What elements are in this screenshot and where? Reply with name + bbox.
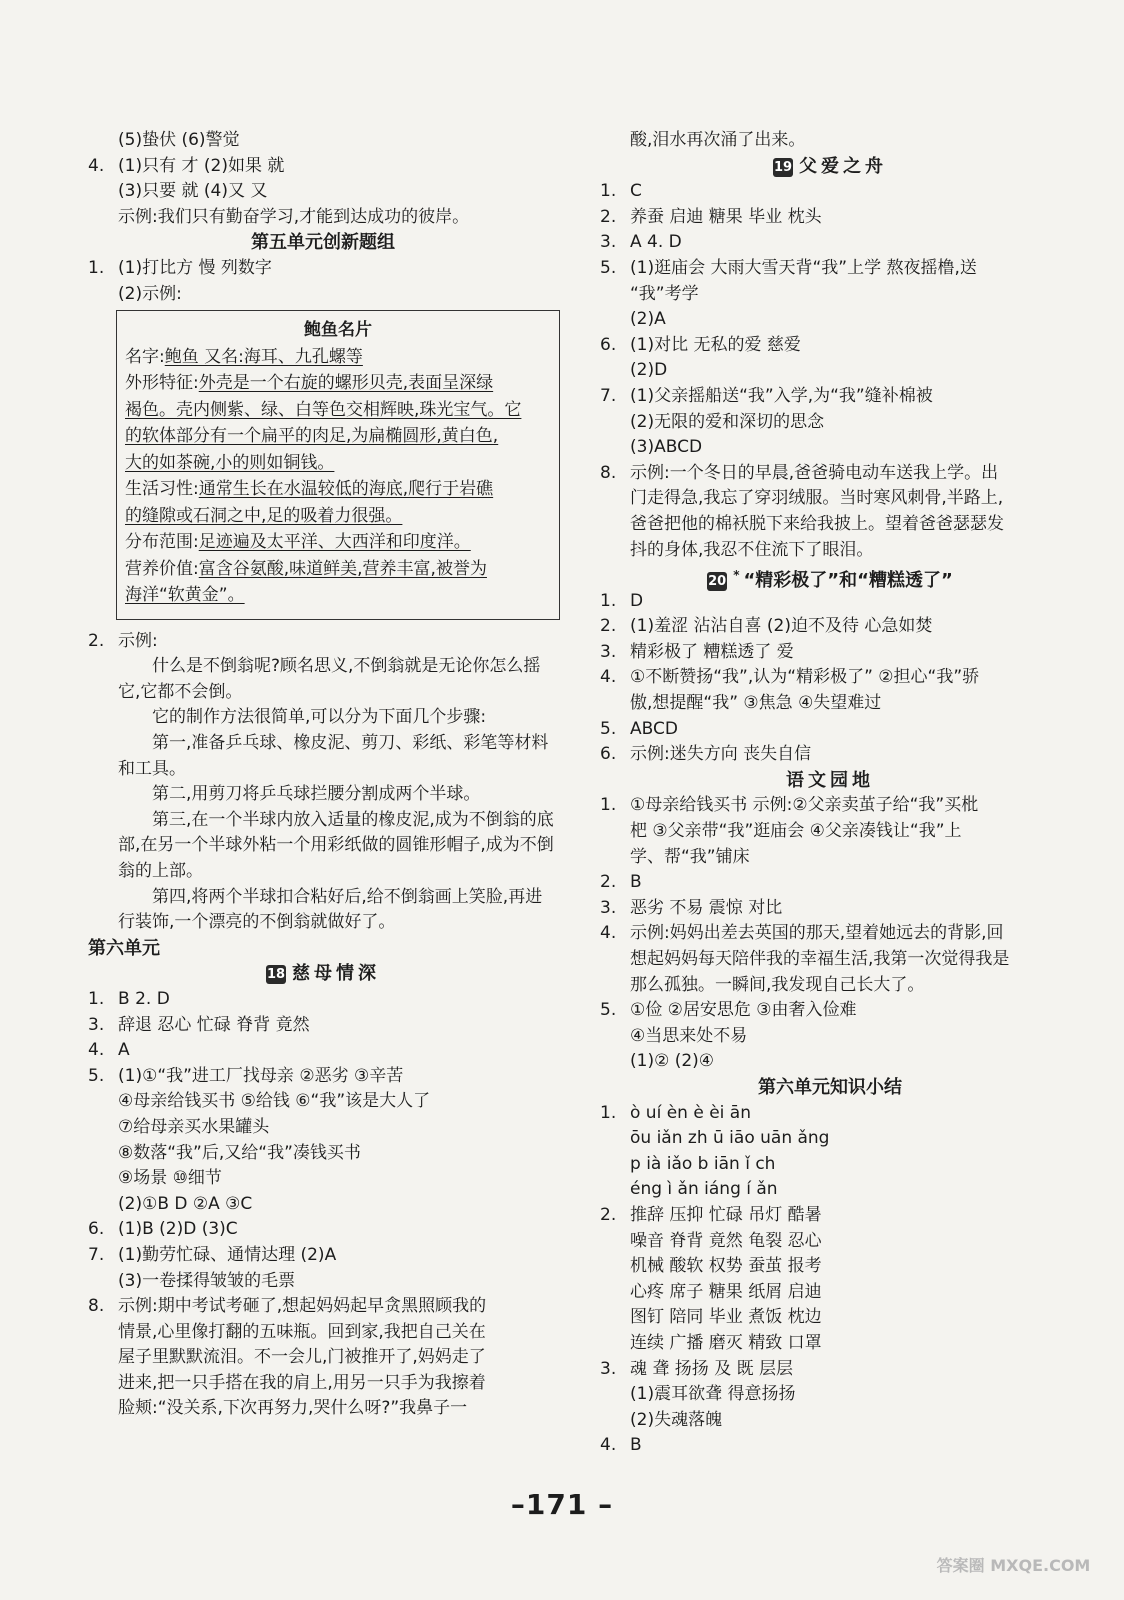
answer-line <box>600 1024 1060 1050</box>
answer-line <box>600 793 1060 819</box>
card-value: 通常生长在水温较低的海底,爬行于岩礁 <box>198 479 494 500</box>
answer-line <box>88 1320 558 1346</box>
lesson-title: “精彩极了”和“糟糕透了” <box>743 570 953 592</box>
line-text: 示例: <box>118 630 158 651</box>
optional-star: * <box>733 568 740 583</box>
line-text: 连续 广播 磨灭 精致 口罩 <box>630 1332 822 1353</box>
answer-line <box>600 998 1060 1024</box>
card-label: 名字: <box>125 346 165 367</box>
answer-line <box>88 154 558 180</box>
answer-line <box>600 128 1060 154</box>
section-heading: 第五单元创新题组 <box>251 232 395 254</box>
card-label: 分布范围: <box>125 532 199 553</box>
page-number: –171 – <box>510 1488 614 1521</box>
answer-line <box>600 691 1060 717</box>
line-text: 推辞 压抑 忙碌 吊灯 酷暑 <box>630 1204 822 1225</box>
line-text: 杷 ③父亲带“我”逛庙会 ④父亲凑钱让“我”上 <box>630 821 962 842</box>
answer-line <box>600 819 1060 845</box>
item-number: 2. <box>600 206 617 227</box>
line-text: 那么孤独。一瞬间,我发现自己长大了。 <box>630 974 925 995</box>
answer-line <box>600 589 1060 615</box>
line-text: D <box>630 590 644 611</box>
item-number: 1. <box>600 795 617 816</box>
essay-paragraph: 第四,将两个半球扣合粘好后,给不倒翁画上笑脸,再进行装饰,一个漂亮的不倒翁就做好了。 <box>118 886 543 933</box>
line-text: (1)①“我”进工厂找母亲 ②恶劣 ③辛苦 <box>118 1065 404 1086</box>
line-text: ⑧数落“我”后,又给“我”凑钱买书 <box>118 1142 361 1163</box>
card-label: 营养价值: <box>125 558 199 579</box>
card-line <box>125 370 551 397</box>
answer-line <box>600 1152 1060 1178</box>
card-title: 鲍鱼名片 <box>304 320 372 341</box>
answer-line <box>88 1166 558 1192</box>
line-text: (2)①B D ②A ③C <box>118 1193 253 1214</box>
line-text: 魂 聋 扬扬 及 既 层层 <box>630 1358 794 1379</box>
lesson-heading <box>600 563 1060 592</box>
answer-line <box>600 179 1060 205</box>
line-text: (1)震耳欲聋 得意扬扬 <box>630 1384 796 1405</box>
answer-line <box>600 307 1060 333</box>
line-text: (5)蛰伏 (6)警觉 <box>118 130 240 150</box>
answer-line <box>600 1101 1060 1127</box>
answer-line <box>600 205 1060 231</box>
line-text: ④当思来处不易 <box>630 1025 748 1046</box>
item-number: 4. <box>88 155 105 176</box>
item-number: 2. <box>600 616 617 637</box>
answer-line <box>600 640 1060 666</box>
line-text: ⑨场景 ⑩细节 <box>118 1168 222 1189</box>
abalone-card <box>116 310 560 620</box>
line-text: 心疼 席子 糖果 纸屑 启迪 <box>630 1281 822 1302</box>
line-text: (1)B (2)D (3)C <box>118 1219 238 1240</box>
line-text: B <box>630 872 642 893</box>
line-text: ōu iǎn zh ū iāo uān ǎng <box>630 1128 830 1149</box>
answer-line <box>600 1357 1060 1383</box>
lesson-number-badge: 18 <box>266 967 286 983</box>
lesson-number-badge: 19 <box>773 159 793 175</box>
card-label: 生活习性: <box>125 479 199 500</box>
essay-paragraph: 第二,用剪刀将乒乓球拦腰分割成两个半球。 <box>152 784 481 805</box>
item-number: 7. <box>88 1244 105 1265</box>
answer-line <box>600 947 1060 973</box>
card-value: 大的如茶碗,小的则如铜钱。 <box>125 452 335 473</box>
right-column <box>600 128 1060 1459</box>
line-text: 抖的身体,我忍不住流下了眼泪。 <box>630 539 874 560</box>
answer-line <box>600 665 1060 691</box>
answer-line <box>600 358 1060 384</box>
answer-line <box>88 987 558 1013</box>
answer-line <box>600 435 1060 461</box>
answer-line <box>88 128 558 154</box>
card-line <box>125 529 551 556</box>
answer-line <box>600 1049 1060 1075</box>
line-text: A <box>118 1040 130 1061</box>
line-text: C <box>630 181 642 202</box>
line-text: 酸,泪水再次涌了出来。 <box>630 130 806 150</box>
line-text: (1)对比 无私的爱 慈爱 <box>630 334 801 355</box>
line-text: ①不断赞扬“我”,认为“精彩极了” ②担心“我”骄 <box>630 667 980 688</box>
line-text: 脸颊:“没关系,下次再努力,哭什么呀?”我鼻子一 <box>118 1398 468 1419</box>
answer-line <box>600 870 1060 896</box>
line-text: (2)失魂落魄 <box>630 1409 723 1430</box>
line-text: A 4. D <box>630 232 682 253</box>
essay-paragraph: 第三,在一个半球内放入适量的橡皮泥,成为不倒翁的底部,在另一个半球外粘一个用彩纸做的圆锥形帽子,成为不倒翁的上部。 <box>118 809 554 881</box>
item-number: 4. <box>600 667 617 688</box>
answer-line <box>600 384 1060 410</box>
line-text: 门走得急,我忘了穿羽绒服。当时寒风刺骨,半路上, <box>630 488 1004 509</box>
answer-line <box>600 1126 1060 1152</box>
line-text: 辞退 忍心 忙碌 脊背 竟然 <box>118 1014 310 1035</box>
line-text: (3)ABCD <box>630 437 703 458</box>
item-number: 3. <box>600 1358 617 1379</box>
line-text: B <box>630 1435 642 1456</box>
line-text: (1)勤劳忙碌、通情达理 (2)A <box>118 1244 337 1265</box>
line-text: 情景,心里像打翻的五味瓶。回到家,我把自己关在 <box>118 1321 486 1342</box>
lesson-heading <box>600 154 1060 180</box>
answer-line <box>600 230 1060 256</box>
item-number: 8. <box>88 1296 105 1317</box>
answer-line <box>88 1217 558 1243</box>
section-heading: 语文园地 <box>786 769 874 791</box>
line-text: 进来,把一只手搭在我的肩上,用另一只手为我擦着 <box>118 1372 486 1393</box>
lesson-heading <box>88 961 558 987</box>
item-number: 6. <box>600 744 617 765</box>
answer-line <box>600 1408 1060 1434</box>
watermark-logo: 答案圈 MXQE.COM <box>936 1556 1091 1575</box>
card-line <box>125 556 551 583</box>
line-text: 傲,想提醒“我” ③焦急 ④失望难过 <box>630 693 882 714</box>
card-value: 的缝隙或石洞之中,足的吸着力很强。 <box>125 505 403 526</box>
item-number: 7. <box>600 385 617 406</box>
answer-line <box>88 205 558 231</box>
line-text: 屋子里默默流泪。不一会儿,门被推开了,妈妈走了 <box>118 1347 486 1368</box>
answer-line <box>600 1177 1060 1203</box>
line-text: (2)示例: <box>118 283 182 304</box>
line-text: (2)D <box>630 360 668 381</box>
answer-line <box>600 614 1060 640</box>
answer-line <box>600 333 1060 359</box>
line-text: (1)② (2)④ <box>630 1051 715 1072</box>
line-text: (1)羞涩 沾沾自喜 (2)迫不及待 心急如焚 <box>630 616 933 637</box>
answer-line <box>600 538 1060 564</box>
line-text: 学、帮“我”铺床 <box>630 846 750 867</box>
essay-paragraph: 第一,准备乒乓球、橡皮泥、剪刀、彩纸、彩笔等材料和工具。 <box>118 733 549 779</box>
line-text: 噪音 脊背 竟然 龟裂 忍心 <box>630 1230 822 1251</box>
answer-line <box>600 973 1060 999</box>
item-number: 4. <box>88 1040 105 1061</box>
line-text: 精彩极了 糟糕透了 爱 <box>630 641 794 662</box>
item-number: 8. <box>600 462 617 483</box>
line-text: (3)一卷揉得皱皱的毛票 <box>118 1270 296 1291</box>
left-column <box>88 128 558 1422</box>
card-value: 富含谷氨酸,味道鲜美,营养丰富,被誉为 <box>198 558 487 579</box>
line-text: (1)只有 才 (2)如果 就 <box>118 155 285 176</box>
answer-line <box>600 410 1060 436</box>
card-value: 褐色。壳内侧紫、绿、白等色交相辉映,珠光宝气。它 <box>125 399 522 420</box>
line-text: (3)只要 就 (4)又 又 <box>118 181 268 202</box>
line-text: p ià iǎo b iān ǐ ch <box>630 1153 776 1174</box>
line-text: (2)无限的爱和深切的思念 <box>630 411 825 432</box>
answer-line <box>88 1064 558 1090</box>
answer-line <box>88 1115 558 1141</box>
item-number: 5. <box>600 718 617 739</box>
line-text: 机械 酸软 权势 蚕茧 报考 <box>630 1256 822 1277</box>
card-label: 外形特征: <box>125 373 199 394</box>
card-line <box>125 503 551 530</box>
answer-line <box>88 282 558 308</box>
answer-line <box>600 1382 1060 1408</box>
item-number: 2. <box>88 630 105 651</box>
card-value: 鲍鱼 又名:海耳、九孔螺等 <box>164 346 363 367</box>
answer-line <box>600 1331 1060 1357</box>
essay-paragraph: 什么是不倒翁呢?顾名思义,不倒翁就是无论你怎么摇它,它都不会倒。 <box>118 656 541 702</box>
item-number: 3. <box>600 641 617 662</box>
answer-line <box>600 1203 1060 1229</box>
item-number: 1. <box>88 257 105 278</box>
item-number: 1. <box>600 590 617 611</box>
answer-line <box>600 742 1060 768</box>
item-number: 6. <box>600 334 617 355</box>
item-number: 1. <box>600 181 617 202</box>
card-line <box>125 397 551 424</box>
item-number: 6. <box>88 1219 105 1240</box>
item-number: 2. <box>600 872 617 893</box>
card-line <box>125 582 551 609</box>
answer-line <box>600 1433 1060 1459</box>
answer-line <box>600 1229 1060 1255</box>
card-value: 海洋“软黄金”。 <box>125 585 245 606</box>
line-text: (2)A <box>630 309 666 330</box>
answer-line <box>88 1038 558 1064</box>
answer-line <box>600 845 1060 871</box>
answer-line <box>600 512 1060 538</box>
line-text: 示例:妈妈出差去英国的那天,望着她远去的背影,回 <box>630 923 1004 944</box>
item-number: 1. <box>88 988 105 1009</box>
item-number: 3. <box>600 897 617 918</box>
answer-line <box>88 1371 558 1397</box>
answer-line <box>88 1396 558 1422</box>
item-number: 4. <box>600 923 617 944</box>
answer-line <box>600 1254 1060 1280</box>
card-value: 的软体部分有一个扁平的肉足,为扁椭圆形,黄白色, <box>125 426 499 447</box>
answer-line <box>600 282 1060 308</box>
item-number: 3. <box>88 1014 105 1035</box>
answer-line <box>600 486 1060 512</box>
lesson-title: 父爱之舟 <box>799 155 887 177</box>
lesson-title: 慈母情深 <box>292 963 380 985</box>
card-line <box>125 423 551 450</box>
answer-line <box>88 179 558 205</box>
item-number: 5. <box>88 1065 105 1086</box>
line-text: ①母亲给钱买书 示例:②父亲卖茧子给“我”买枇 <box>630 795 979 816</box>
answer-line <box>600 896 1060 922</box>
line-text: 恶劣 不易 震惊 对比 <box>630 897 783 918</box>
item-number: 2. <box>600 1204 617 1225</box>
item-number: 5. <box>600 1000 617 1021</box>
item-number: 4. <box>600 1435 617 1456</box>
answer-line <box>88 1013 558 1039</box>
line-text: 示例:我们只有勤奋学习,才能到达成功的彼岸。 <box>118 206 470 227</box>
line-text: (1)打比方 慢 列数字 <box>118 257 272 278</box>
line-text: ④母亲给钱买书 ⑤给钱 ⑥“我”该是大人了 <box>118 1091 431 1112</box>
answer-line <box>88 1269 558 1295</box>
answer-line <box>600 1280 1060 1306</box>
line-text: (1)逛庙会 大雨大雪天背“我”上学 熬夜摇橹,送 <box>630 257 977 278</box>
unit-heading: 第六单元 <box>88 937 160 959</box>
line-text: (1)父亲摇船送“我”入学,为“我”缝补棉被 <box>630 385 933 406</box>
lesson-number-badge: 20 <box>708 574 727 590</box>
answer-line <box>88 1192 558 1218</box>
card-line <box>125 344 551 371</box>
card-line <box>125 450 551 477</box>
line-text: 示例:迷失方向 丧失自信 <box>630 744 812 765</box>
line-text: ABCD <box>630 718 678 739</box>
line-text: 图钉 陪同 毕业 煮饭 枕边 <box>630 1307 822 1328</box>
answer-line <box>600 461 1060 487</box>
item-number: 1. <box>600 1102 617 1123</box>
line-text: ⑦给母亲买水果罐头 <box>118 1116 270 1137</box>
answer-line <box>88 1345 558 1371</box>
answer-line <box>88 1141 558 1167</box>
line-text: 养蚕 启迪 糖果 毕业 枕头 <box>630 206 822 227</box>
line-text: 想起妈妈每天陪伴我的幸福生活,我第一次觉得我是 <box>630 949 1010 969</box>
answer-line <box>600 256 1060 282</box>
card-value: 外壳是一个右旋的螺形贝壳,表面呈深绿 <box>198 373 494 394</box>
line-text: 爸爸把他的棉袄脱下来给我披上。望着爸爸瑟瑟发 <box>630 513 1004 534</box>
answer-line <box>600 1305 1060 1331</box>
essay-paragraph: 它的制作方法很简单,可以分为下面几个步骤: <box>152 707 487 728</box>
line-text: 示例:期中考试考砸了,想起妈妈起早贪黑照顾我的 <box>118 1296 487 1317</box>
line-text: éng ì ǎn iáng í ǎn <box>630 1179 778 1200</box>
line-text: ①俭 ②居安思危 ③由奢入俭难 <box>630 1000 857 1021</box>
answer-line <box>88 1089 558 1115</box>
line-text: B 2. D <box>118 988 170 1009</box>
answer-line <box>88 629 558 655</box>
item-number: 3. <box>600 232 617 253</box>
card-value: 足迹遍及太平洋、大西洋和印度洋。 <box>198 532 471 553</box>
line-text: “我”考学 <box>630 283 699 304</box>
line-text: ò uí èn è èi ān <box>630 1102 751 1123</box>
answer-line <box>88 1294 558 1320</box>
answer-line <box>88 1243 558 1269</box>
answer-line <box>600 921 1060 947</box>
card-line <box>125 476 551 503</box>
section-heading: 第六单元知识小结 <box>758 1076 902 1098</box>
answer-line <box>600 717 1060 743</box>
item-number: 5. <box>600 257 617 278</box>
answer-line <box>88 256 558 282</box>
line-text: 示例:一个冬日的早晨,爸爸骑电动车送我上学。出 <box>630 462 999 483</box>
